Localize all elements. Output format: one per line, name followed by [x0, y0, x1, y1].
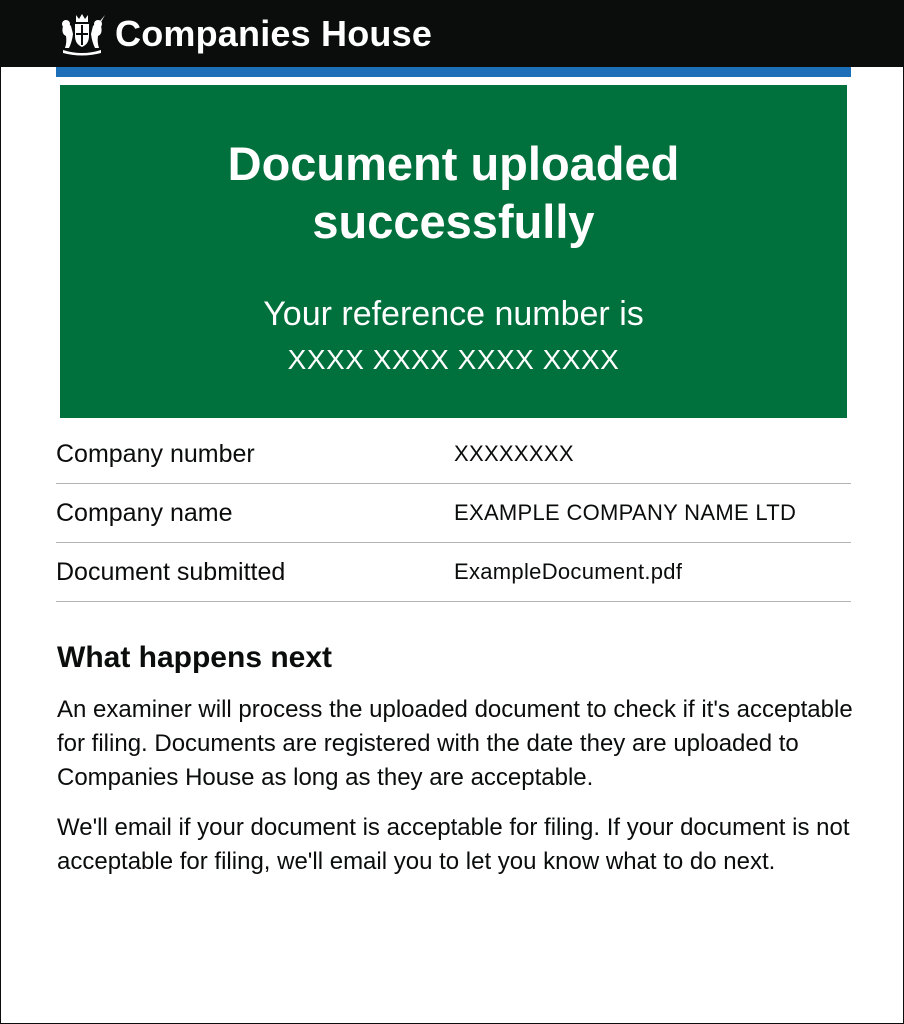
summary-list — [56, 425, 851, 602]
summary-value: EXAMPLE COMPANY NAME LTD — [454, 500, 797, 525]
summary-value: XXXXXXXX — [454, 441, 574, 466]
summary-value: ExampleDocument.pdf — [454, 559, 683, 584]
panel-body — [60, 291, 847, 383]
what-happens-next-section — [57, 641, 857, 895]
summary-key: Company number — [56, 439, 255, 468]
body-paragraph: An examiner will process the uploaded document to check if it's acceptable for filing. Documents are registered with the date they are uploaded to Companies House as long as they are acceptable. — [57, 696, 853, 791]
royal-coat-of-arms-icon[interactable] — [57, 12, 107, 56]
summary-row-document-submitted — [56, 543, 851, 602]
summary-row-company-name — [56, 484, 851, 543]
summary-key: Document submitted — [56, 557, 286, 586]
reference-number: XXXX XXXX XXXX XXXX — [287, 344, 620, 375]
reference-label: Your reference number is — [263, 295, 644, 333]
site-header — [1, 1, 903, 67]
accent-bar — [56, 67, 851, 77]
summary-row-company-number — [56, 425, 851, 484]
summary-key: Company name — [56, 498, 233, 527]
section-heading: What happens next — [57, 641, 333, 674]
body-paragraph: We'll email if your document is acceptable for filing. If your document is not acceptable for filing, we'll email you to let you know what to do next. — [57, 814, 850, 875]
panel-title: Document uploaded successfully — [227, 137, 680, 248]
confirmation-panel — [60, 85, 847, 418]
service-name-link[interactable]: Companies House — [115, 13, 433, 54]
